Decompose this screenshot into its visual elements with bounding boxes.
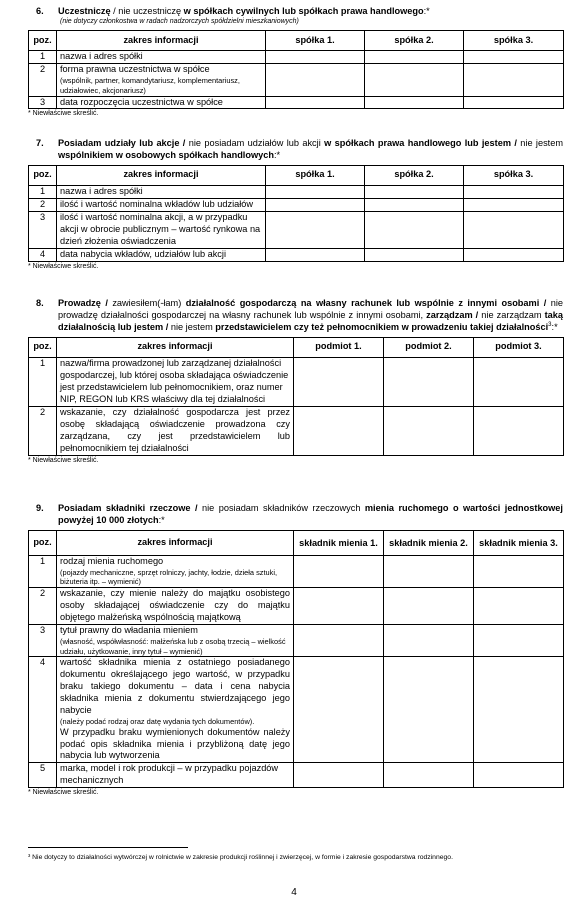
section-7-table [28, 165, 564, 262]
table-row: 4 data nabycia wkładów, udziałów lub akcji [29, 248, 564, 261]
entry-cell[interactable] [474, 588, 564, 625]
column-header: poz. [29, 31, 57, 51]
entry-cell[interactable] [294, 588, 384, 625]
column-header: podmiot 2. [384, 337, 474, 357]
table-header-row [29, 337, 564, 357]
table-row: 5 marka, model i rok produkcji – w przypadku pojazdów mechanicznych [29, 763, 564, 788]
entry-cell[interactable] [464, 51, 564, 64]
entry-cell[interactable] [266, 211, 365, 248]
column-header: spółka 1. [266, 31, 365, 51]
entry-cell[interactable] [384, 406, 474, 455]
column-header: zakres informacji [57, 530, 294, 555]
column-header: spółka 2. [365, 165, 464, 185]
entry-cell[interactable] [464, 185, 564, 198]
column-header: poz. [29, 337, 57, 357]
section-8-heading: 8. Prowadzę / zawiesiłem(-łam) działalność gospodarczą na własny rachunek lub wspólnie z innymi osobami / nie prowadzę działalności gospodarczej na własny rachunek lub wspólnie z innymi osobami, zarządzam / nie zarządzam taką działalnością lub jestem / nie jestem przedstawicielem czy też pełnomocnikiem w prowadzeniu takiej działalności$^3$:* [36, 298, 563, 332]
entry-cell[interactable] [294, 357, 384, 406]
section-number: 6. [36, 6, 44, 16]
entry-cell[interactable] [384, 624, 474, 656]
section-number: 8. [36, 298, 44, 308]
entry-cell[interactable] [365, 185, 464, 198]
entry-cell[interactable] [294, 763, 384, 788]
column-header: podmiot 3. [474, 337, 564, 357]
table-row: 2 wskazanie, czy mienie należy do majątku osobistego osoby składającej oświadczenie czy do majątku objętego małżeńską wspólnością majątkową [29, 588, 564, 625]
table-header-row [29, 530, 564, 555]
column-header: zakres informacji [57, 165, 266, 185]
table-row: 2 wskazanie, czy działalność gospodarcza jest przez osobę składającą oświadczenie prowadzona czy zarządzana, czy jest przedstawicielem lub pełnomocnikiem tej działalności [29, 406, 564, 455]
footnote-marker-note: * Niewłaściwe skreślić. [28, 110, 99, 118]
column-header: spółka 3. [464, 165, 564, 185]
entry-cell[interactable] [474, 624, 564, 656]
entry-cell[interactable] [464, 198, 564, 211]
entry-cell[interactable] [294, 657, 384, 763]
page-number: 4 [291, 887, 297, 898]
entry-cell[interactable] [365, 198, 464, 211]
entry-cell[interactable] [365, 248, 464, 261]
column-header: spółka 3. [464, 31, 564, 51]
entry-cell[interactable] [474, 406, 564, 455]
entry-cell[interactable] [365, 51, 464, 64]
section-8 [28, 298, 563, 465]
table-row: 1 rodzaj mienia ruchomego (pojazdy mechaniczne, sprzęt rolniczy, jachty, łodzie, dzieła sztuki, biżuteria itp. – wymienić) [29, 555, 564, 587]
entry-cell[interactable] [266, 64, 365, 96]
entry-cell[interactable] [474, 357, 564, 406]
column-header: składnik mienia 2. [384, 530, 474, 555]
column-header: zakres informacji [57, 31, 266, 51]
section-9-heading: 9. Posiadam składniki rzeczowe / nie posiadam składników rzeczowych mienia ruchomego o wartości jednostkowej powyżej 10 000 złotych:* [36, 503, 563, 525]
column-header: poz. [29, 530, 57, 555]
section-6-heading: 6. Uczestniczę / nie uczestniczę w spółkach cywilnych lub spółkach prawa handlowego:* [36, 6, 430, 16]
table-header-row [29, 31, 564, 51]
entry-cell[interactable] [266, 198, 365, 211]
entry-cell[interactable] [474, 555, 564, 587]
table-row: 2 ilość i wartość nominalna wkładów lub udziałów [29, 198, 564, 211]
entry-cell[interactable] [474, 657, 564, 763]
section-7-heading: 7. Posiadam udziały lub akcje / nie posiadam udziałów lub akcji w spółkach prawa handlowego lub jestem / nie jestem wspólnikiem w osobowych spółkach handlowych:* [36, 138, 563, 160]
entry-cell[interactable] [464, 64, 564, 96]
entry-cell[interactable] [294, 555, 384, 587]
section-9-table [28, 530, 564, 788]
entry-cell[interactable] [294, 624, 384, 656]
entry-cell[interactable] [294, 406, 384, 455]
table-row: 3 tytuł prawny do władania mieniem (własność, współwłasność: małżeńska lub z osobą trzecią – wielkość udziału, użytkowanie, inny tytuł – wymienić) [29, 624, 564, 656]
entry-cell[interactable] [266, 51, 365, 64]
section-6-subnote: (nie dotyczy członkostwa w radach nadzorczych spółdzielni mieszkaniowych) [60, 17, 299, 25]
entry-cell[interactable] [464, 96, 564, 109]
entry-cell[interactable] [266, 96, 365, 109]
entry-cell[interactable] [384, 657, 474, 763]
entry-cell[interactable] [266, 248, 365, 261]
footnote-reference: 3 [548, 321, 552, 328]
section-8-table [28, 337, 564, 456]
entry-cell[interactable] [384, 588, 474, 625]
entry-cell[interactable] [365, 96, 464, 109]
table-row: 1 nazwa/firma prowadzonej lub zarządzanej działalności gospodarczej, lub której osoba składająca oświadczenie jest przedstawicielem lub pełnomocnikiem, oraz numer NIP, REGON lub KRS właściwy dla tej działalności [29, 357, 564, 406]
footnote-separator [28, 847, 188, 848]
entry-cell[interactable] [464, 211, 564, 248]
table-row: 1 nazwa i adres spółki [29, 185, 564, 198]
column-header: składnik mienia 1. [294, 530, 384, 555]
entry-cell[interactable] [266, 185, 365, 198]
section-6 [28, 6, 563, 119]
entry-cell[interactable] [365, 64, 464, 96]
column-header: składnik mienia 3. [474, 530, 564, 555]
section-6-table [28, 30, 564, 109]
column-header: poz. [29, 165, 57, 185]
page-footnote: ³ Nie dotyczy to działalności wytwórczej w rolnictwie w zakresie produkcji roślinnej i zwierzęcej, w formie i zakresie gospodarstwa rodzinnego. [28, 854, 453, 861]
footnote-marker-note: * Niewłaściwe skreślić. [28, 456, 99, 464]
table-row: 4 wartość składnika mienia z ostatniego posiadanego dokumentu określającego jego wartość, w przypadku braku takiego dokumentu – data i cena nabycia składnika mienia z dokumentu stwierdzającego jego nabycie (należy podać rodzaj oraz datę wydania tych dokumentów). W przypadku braku wymienionych dokumentów należy podać opis składnika mienia i przybliżoną datę jego nabycia lub wytworzenia [29, 657, 564, 763]
table-row: 2 forma prawna uczestnictwa w spółce (wspólnik, partner, komandytariusz, komplementariusz, udziałowiec, akcjonariusz) [29, 64, 564, 96]
section-9 [28, 503, 563, 798]
column-header: spółka 2. [365, 31, 464, 51]
column-header: zakres informacji [57, 337, 294, 357]
footnote-marker-note: * Niewłaściwe skreślić. [28, 262, 99, 270]
table-header-row [29, 165, 564, 185]
entry-cell[interactable] [384, 555, 474, 587]
table-row: 3 ilość i wartość nominalna akcji, a w przypadku akcji w obrocie publicznym – wartość rynkowa na dzień złożenia oświadczenia [29, 211, 564, 248]
entry-cell[interactable] [384, 763, 474, 788]
section-number: 9. [36, 503, 44, 513]
footnote-marker-note: * Niewłaściwe skreślić. [28, 789, 99, 797]
entry-cell[interactable] [365, 211, 464, 248]
column-header: spółka 1. [266, 165, 365, 185]
table-row: 1 nazwa i adres spółki [29, 51, 564, 64]
entry-cell[interactable] [464, 248, 564, 261]
section-number: 7. [36, 138, 44, 148]
column-header: podmiot 1. [294, 337, 384, 357]
section-7 [28, 138, 563, 271]
table-row: 3 data rozpoczęcia uczestnictwa w spółce [29, 96, 564, 109]
entry-cell[interactable] [474, 763, 564, 788]
entry-cell[interactable] [384, 357, 474, 406]
